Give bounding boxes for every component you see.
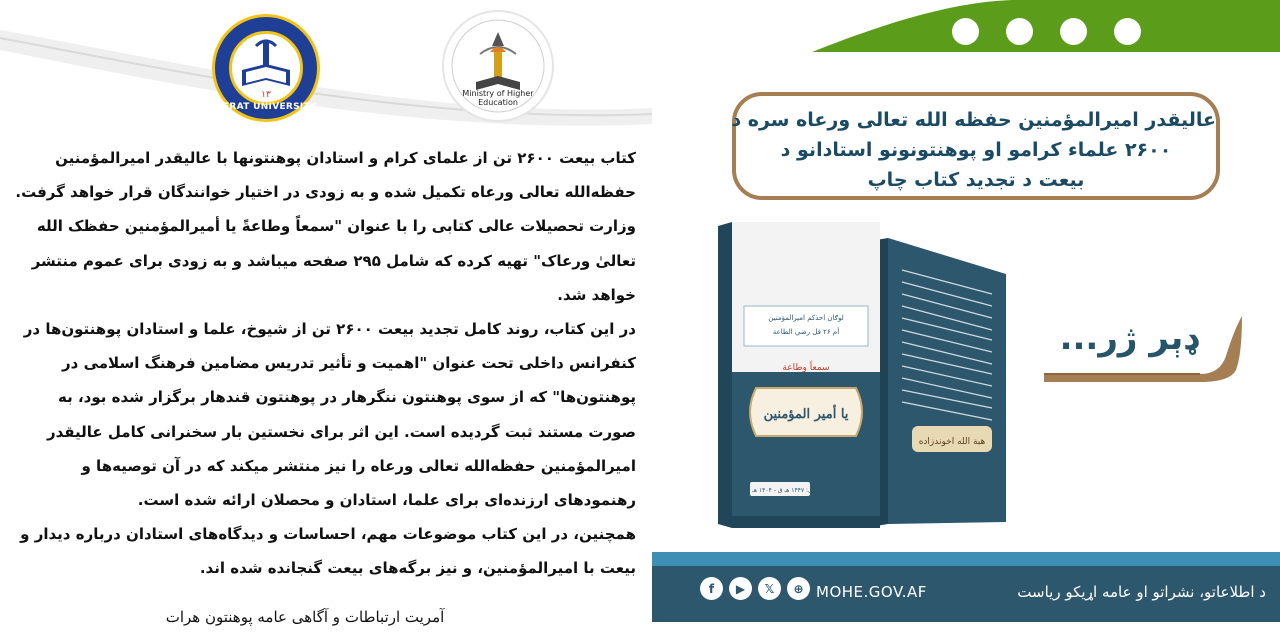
book-cover-line: لوګان احذکم امیرالمؤمنین — [768, 314, 844, 322]
youtube-icon[interactable]: ▶ — [729, 577, 752, 600]
book-illustration — [716, 222, 1016, 542]
social-links — [700, 577, 810, 600]
herat-logo-text: HERAT UNIVERSITY — [215, 102, 317, 112]
link-icon[interactable]: ⊕ — [787, 577, 810, 600]
website-link[interactable]: MOHE.GOV.AF — [816, 583, 927, 601]
book-subtitle: سمعاً وطاعة — [782, 363, 830, 373]
headline-line: ۲۶۰۰ علماء کرامو او پوهنتونونو استادانو د — [780, 139, 1172, 161]
footer-band — [652, 566, 1280, 622]
dot — [952, 18, 979, 45]
headline-line: بیعت د تجدید کتاب چاپ — [867, 169, 1085, 191]
herat-university-logo — [212, 14, 320, 122]
headline-box — [732, 92, 1220, 200]
x-icon[interactable]: 𝕏 — [758, 577, 781, 600]
svg-text:۱۳: ۱۳ — [261, 90, 271, 100]
footer-caption: آمریت ارتباطات و آگاهی عامه پوهنتون هرات — [165, 608, 445, 626]
book-footer: کال: ۱۴۴۷ هـ ق - ۱۴۰۴ هـ ش — [742, 487, 818, 494]
facebook-icon[interactable]: f — [700, 577, 723, 600]
article-paragraph: کتاب بیعت ۲۶۰۰ تن از علمای کرام و استادان پوهنتونها با عالیقدر امیرالمؤمنین حفظه‌الله تعالی ورعاه تکمیل شده و به زودی در اختیار خوانندگان قرار خواهد گرفت. — [15, 149, 636, 202]
dot — [1060, 18, 1087, 45]
announcement-poster — [652, 0, 1280, 640]
book-title: یا أمیر المؤمنین — [763, 407, 849, 422]
article-paragraph: وزارت تحصیلات عالی کتابی را با عنوان "سمعاً وطاعةً یا أمیرالمؤمنین حفظک الله تعالیٰ ورعاک" تهیه کرده که شامل ۲۹۵ صفحه میباشد و به زودی برای عموم منتشر خواهد شد. — [31, 217, 636, 304]
footer-stripe — [652, 552, 1280, 566]
coming-soon-label: ډېر ژر... — [1059, 318, 1199, 358]
dot — [1114, 18, 1141, 45]
footer-bottom-space — [652, 622, 1280, 640]
ministry-logo — [442, 10, 554, 122]
article-paragraph: همچنین، در این کتاب موضوعات مهم، احساسات و دیدگاه‌های استادان درباره دیدار و بیعت با امیرالمؤمنین، و نیز برگه‌های بیعت گنجانده شده اند. — [20, 525, 636, 578]
header-swoosh — [0, 0, 652, 150]
article-body — [6, 141, 636, 586]
article-paragraph: در این کتاب، روند کامل تجدید بیعت ۲۶۰۰ تن از شیوخ، علما و استادان پوهنتون‌ها در کنفرانس داخلی تحت عنوان "اهمیت و تأثیر تدریس مضامین فرهنگ اسلامی در پوهنتون‌ها" که از سوی پوهنتون ننگرهار در پوهنتون قندهار برگزار شده بود، به صورت مستند ثبت گردیده است. این اثر برای نخستین بار سخنرانی کامل عالیقدر امیرالمؤمنین حفظه‌الله تعالی ورعاه را نیز منتشر میکند که در آن توصیه‌ها و رهنمودهای ارزنده‌ای برای علما، استادان و محصلان ارائه شده است. — [23, 320, 636, 510]
book-cover-line: أم ۲۶ فل رضي الطاعة — [772, 328, 840, 336]
book-back-name: هبة الله اخوندزاده — [918, 437, 986, 447]
book-emblem-icon — [232, 34, 300, 102]
footer-bar — [652, 552, 1280, 640]
dot — [1006, 18, 1033, 45]
decorative-dots — [952, 18, 1162, 46]
headline-line: عالیقدر امیرالمؤمنین حفظه الله تعالی ورعاه سره د — [731, 109, 1216, 131]
ministry-logo-text: Ministry of Higher Education — [462, 89, 534, 107]
department-name: د اطلاعاتو، نشراتو او عامه اړیکو ریاست — [1017, 583, 1266, 601]
